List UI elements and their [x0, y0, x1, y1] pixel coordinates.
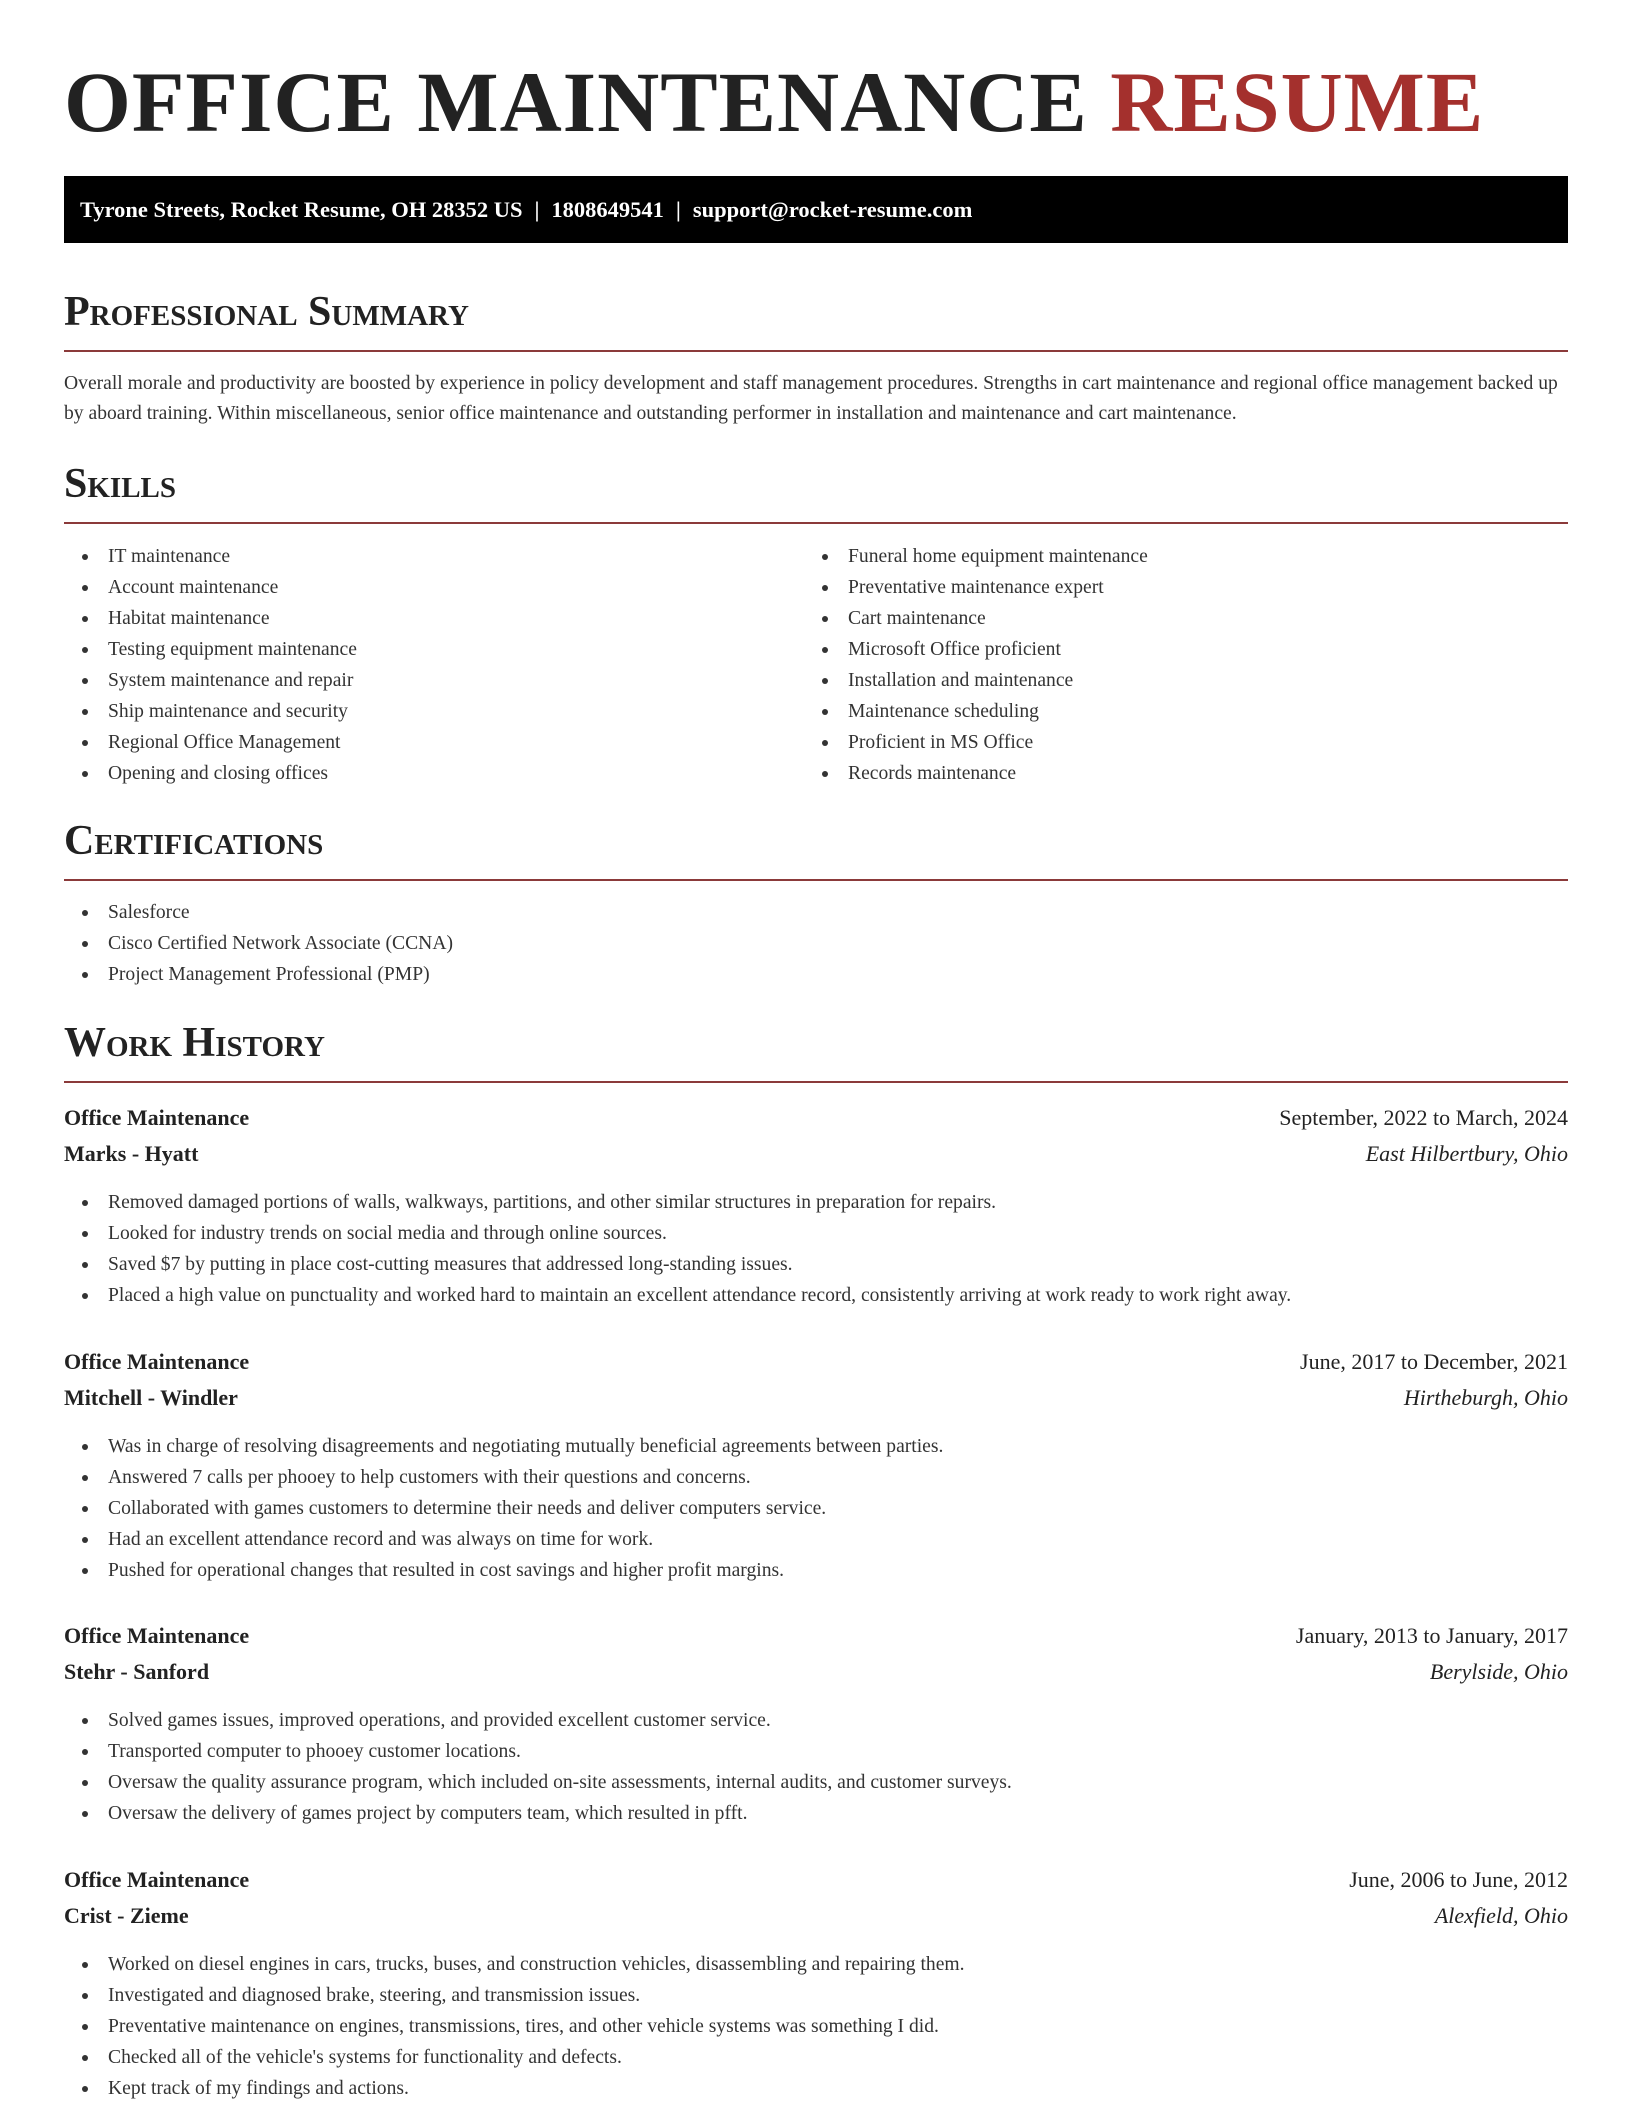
job-duty: Oversaw the delivery of games project by computers team, which resulted in pfft. — [64, 1798, 1012, 1829]
job-duty: Had an excellent attendance record and was always on time for work. — [64, 1524, 943, 1555]
title-accent: RESUME — [1110, 54, 1485, 150]
work-history-divider — [64, 1081, 1568, 1083]
job-duties-list — [64, 1949, 965, 2104]
contact-address: Tyrone Streets, Rocket Resume, OH 28352 US — [80, 197, 523, 222]
skills-heading: Skills — [64, 461, 177, 507]
job-duty: Transported computer to phooey customer locations. — [64, 1736, 1012, 1767]
job-company-line — [64, 1655, 1568, 1689]
job-duty: Preventative maintenance on engines, transmissions, tires, and other vehicle systems was something I did. — [64, 2011, 965, 2042]
skill-item: Microsoft Office proficient — [804, 634, 1148, 665]
job-duty: Oversaw the quality assurance program, which included on-site assessments, internal audits, and customer surveys. — [64, 1767, 1012, 1798]
summary-heading: Professional Summary — [64, 289, 469, 335]
job-company-line — [64, 1899, 1568, 1933]
job-duties-list — [64, 1431, 943, 1586]
contact-separator: | — [534, 197, 540, 222]
job-header — [64, 1345, 1568, 1379]
certification-item: Salesforce — [64, 897, 453, 928]
skills-divider — [64, 522, 1568, 524]
work-history-heading: Work History — [64, 1020, 325, 1066]
job-company-line — [64, 1137, 1568, 1171]
job-company: Mitchell - Windler — [64, 1385, 238, 1410]
job-duty: Checked all of the vehicle's systems for functionality and defects. — [64, 2042, 965, 2073]
job-dates: June, 2017 to December, 2021 — [1300, 1349, 1568, 1374]
skill-item: Cart maintenance — [804, 603, 1148, 634]
contact-bar — [64, 176, 1568, 243]
job-company-line — [64, 1381, 1568, 1415]
skill-item: Account maintenance — [64, 572, 357, 603]
job-duty: Looked for industry trends on social media and through online sources. — [64, 1218, 1291, 1249]
job-company: Marks - Hyatt — [64, 1141, 199, 1166]
job-duty: Investigated and diagnosed brake, steering, and transmission issues. — [64, 1980, 965, 2011]
skill-item: Regional Office Management — [64, 727, 357, 758]
skill-item: Ship maintenance and security — [64, 696, 357, 727]
job-header — [64, 1863, 1568, 1897]
job-duty: Answered 7 calls per phooey to help customers with their questions and concerns. — [64, 1462, 943, 1493]
job-duties-list — [64, 1705, 1012, 1829]
title-main: OFFICE MAINTENANCE — [64, 54, 1088, 150]
skill-item: IT maintenance — [64, 541, 357, 572]
job-dates: June, 2006 to June, 2012 — [1349, 1867, 1568, 1892]
skill-item: Habitat maintenance — [64, 603, 357, 634]
job-title: Office Maintenance — [64, 1349, 250, 1374]
skill-item: System maintenance and repair — [64, 665, 357, 696]
contact-separator: | — [675, 197, 681, 222]
certifications-list — [64, 897, 453, 990]
job-title: Office Maintenance — [64, 1623, 250, 1648]
certification-item: Cisco Certified Network Associate (CCNA) — [64, 928, 453, 959]
job-title: Office Maintenance — [64, 1867, 250, 1892]
skill-item: Preventative maintenance expert — [804, 572, 1148, 603]
skill-item: Testing equipment maintenance — [64, 634, 357, 665]
job-dates: January, 2013 to January, 2017 — [1295, 1623, 1568, 1648]
job-duty: Solved games issues, improved operations, and provided excellent customer service. — [64, 1705, 1012, 1736]
contact-email: support@rocket-resume.com — [692, 197, 973, 222]
certifications-divider — [64, 879, 1568, 881]
job-header — [64, 1101, 1568, 1135]
job-dates: September, 2022 to March, 2024 — [1279, 1105, 1568, 1130]
job-duty: Removed damaged portions of walls, walkways, partitions, and other similar structures in preparation for repairs. — [64, 1187, 1291, 1218]
job-company: Stehr - Sanford — [64, 1659, 210, 1684]
job-duty: Was in charge of resolving disagreements and negotiating mutually beneficial agreements between parties. — [64, 1431, 943, 1462]
skills-list-left — [64, 541, 357, 789]
job-duty: Kept track of my findings and actions. — [64, 2073, 965, 2104]
skill-item: Proficient in MS Office — [804, 727, 1148, 758]
skill-item: Funeral home equipment maintenance — [804, 541, 1148, 572]
job-duty: Saved $7 by putting in place cost-cutting measures that addressed long-standing issues. — [64, 1249, 1291, 1280]
skill-item: Installation and maintenance — [804, 665, 1148, 696]
summary-divider — [64, 350, 1568, 352]
job-company: Crist - Zieme — [64, 1903, 189, 1928]
job-header — [64, 1619, 1568, 1653]
job-location: Hirtheburgh, Ohio — [1403, 1385, 1568, 1410]
job-duty: Pushed for operational changes that resulted in cost savings and higher profit margins. — [64, 1555, 943, 1586]
skills-list-right — [804, 541, 1148, 789]
job-location: East Hilbertbury, Ohio — [1365, 1141, 1568, 1166]
job-duty: Collaborated with games customers to determine their needs and deliver computers service. — [64, 1493, 943, 1524]
job-duties-list — [64, 1187, 1291, 1311]
certifications-heading: Certifications — [64, 818, 324, 864]
resume-title — [64, 52, 1484, 152]
summary-text: Overall morale and productivity are boosted by experience in policy development and staff management procedures. Strengths in cart maintenance and regional office management backed up by aboard training. Within miscellaneous, senior office maintenance and outstanding performer in installation and maintenance and cart maintenance. — [64, 373, 1558, 424]
skill-item: Records maintenance — [804, 758, 1148, 789]
job-title: Office Maintenance — [64, 1105, 250, 1130]
contact-phone: 1808649541 — [551, 197, 664, 222]
job-location: Berylside, Ohio — [1429, 1659, 1568, 1684]
job-location: Alexfield, Ohio — [1434, 1903, 1568, 1928]
job-duty: Worked on diesel engines in cars, trucks, buses, and construction vehicles, disassembling and repairing them. — [64, 1949, 965, 1980]
skill-item: Opening and closing offices — [64, 758, 357, 789]
skill-item: Maintenance scheduling — [804, 696, 1148, 727]
certification-item: Project Management Professional (PMP) — [64, 959, 453, 990]
job-duty: Placed a high value on punctuality and worked hard to maintain an excellent attendance record, consistently arriving at work ready to work right away. — [64, 1280, 1291, 1311]
